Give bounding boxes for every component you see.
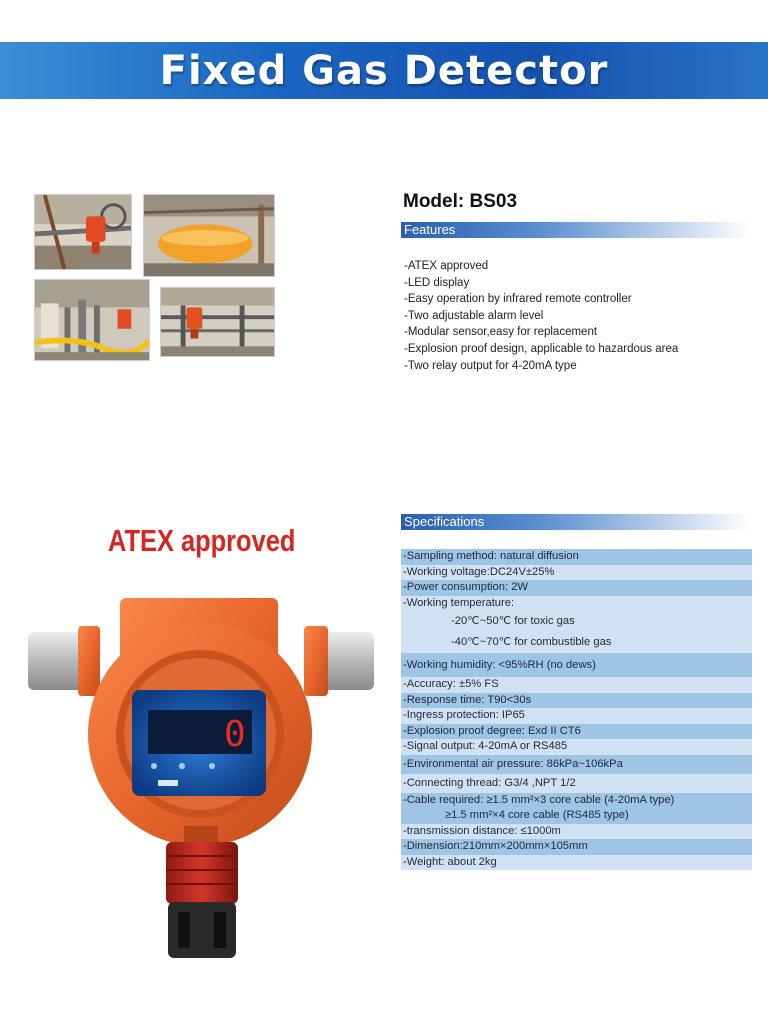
feature-item: -Two adjustable alarm level [404,309,544,322]
spec-row: -Cable required: ≥1.5 mm²×3 core cable (4-20mA type) ≥1.5 mm²×4 core cable (RS485 type) [401,793,752,824]
installation-photo-1 [34,194,132,270]
spec-subline: -20℃~50℃ for toxic gas [451,615,575,627]
spec-row: -Signal output: 4-20mA or RS485 [401,739,752,755]
feature-item: -ATEX approved [404,260,489,272]
feature-item: -Explosion proof design, applicable to hazardous area [404,342,679,355]
spec-row: -Dimension:210mm×200mm×105mm [401,839,752,855]
atex-approved-badge: ATEX approved [108,523,296,558]
feature-item: -LED display [404,276,470,289]
spec-row: -Environmental air pressure: 86kPa~106kPa [401,755,752,774]
spec-row: -Working voltage:DC24V±25% [401,565,752,581]
features-heading: Features [401,222,751,238]
feature-item: -Easy operation by infrared remote controller [404,293,632,306]
spec-row: -Sampling method: natural diffusion [401,549,752,565]
led-digit: 0 [224,714,246,755]
gas-detector-illustration [28,594,378,964]
features-list [404,258,678,374]
spec-row: -transmission distance: ≤1000m [401,824,752,840]
spec-row: -Accuracy: ±5% FS [401,677,752,693]
spec-row: -Working temperature: -20℃~50℃ for toxic gas -40℃~70℃ for combustible gas [401,596,752,654]
installation-photo-4 [160,287,275,357]
title-banner [0,42,768,99]
installation-photo-2 [143,194,275,277]
spec-row: -Working humidity: <95%RH (no dews) [401,653,752,677]
spec-subline: -40℃~70℃ for combustible gas [451,636,612,648]
model-label: Model: BS03 [403,191,518,212]
installation-photo-3 [34,279,150,361]
spec-row: -Power consumption: 2W [401,580,752,596]
page-title: Fixed Gas Detector [159,47,609,94]
feature-item: -Two relay output for 4-20mA type [404,359,577,372]
spec-row: -Ingress protection: IP65 [401,708,752,724]
specifications-heading: Specifications [401,514,751,530]
spec-row: -Response time: T90<30s [401,693,752,709]
specifications-table [401,549,752,870]
spec-row: -Weight: about 2kg [401,855,752,871]
feature-item: -Modular sensor,easy for replacement [404,326,598,339]
spec-subline: ≥1.5 mm²×4 core cable (RS485 type) [445,809,629,821]
spec-row: -Connecting thread: G3/4 ,NPT 1/2 [401,774,752,793]
spec-row: -Explosion proof degree: Exd II CT6 [401,724,752,740]
